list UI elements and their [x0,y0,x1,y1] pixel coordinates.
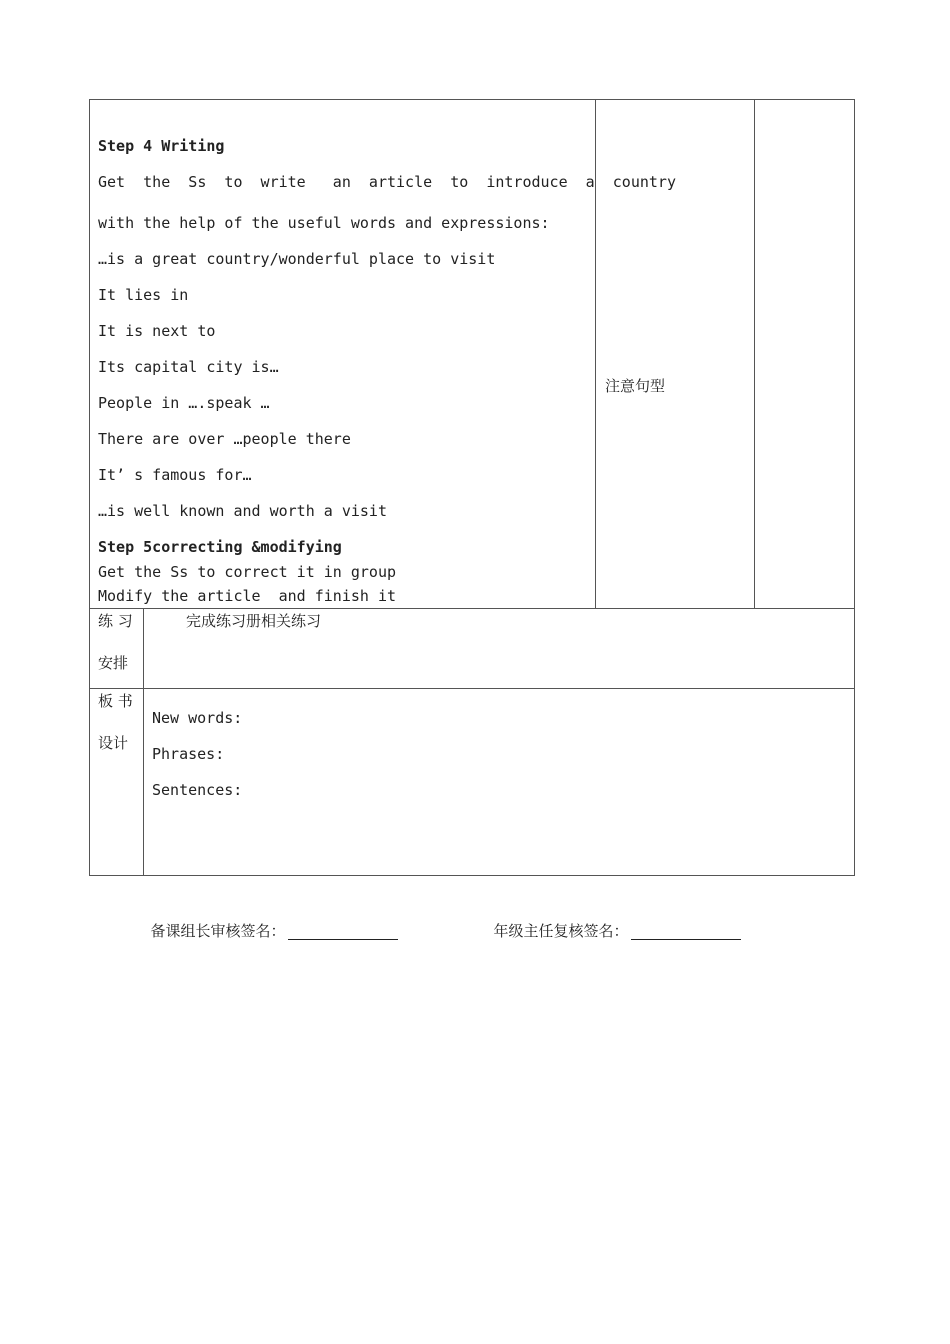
expression-item: There are over …people there [98,430,351,448]
practice-content: 完成练习册相关练习 [186,612,322,630]
column-divider-2 [754,99,755,609]
step5-line: Get the Ss to correct it in group [98,563,397,581]
practice-label-line-2: 安排 [98,654,129,672]
table-border-bottom [89,875,855,876]
table-border-top [89,99,855,100]
expression-item: People in ….speak … [98,394,270,412]
group-leader-signature-label: 备课组长审核签名： [150,922,286,940]
board-item: New words: [152,709,243,727]
board-label-line-2: 设计 [98,734,129,752]
group-leader-signature [141,904,398,940]
expression-item: It’ s famous for… [98,466,252,484]
expression-item: …is a great country/wonderful place to visit [98,250,496,268]
expression-item: Its capital city is… [98,358,279,376]
board-item: Sentences: [152,781,243,799]
step5-title: Step 5correcting &modifying [98,538,342,556]
table-border-left [89,99,90,876]
grade-director-signature [484,904,741,940]
group-leader-signature-line [288,925,398,940]
label-column-divider [143,608,144,876]
row-divider-1 [89,608,855,609]
instruction-line-1: Get the Ss to write an article to introduce a country [98,173,676,191]
grade-director-signature-line [631,925,741,940]
board-item: Phrases: [152,745,225,763]
expression-item: It lies in [98,286,189,304]
note-text: 注意句型 [605,377,666,395]
instruction-line-2: with the help of the useful words and expressions: [98,214,550,232]
practice-label-line-1: 练 习 [98,612,133,630]
table-border-right [854,99,855,876]
step5-line: Modify the article and finish it [98,587,397,605]
board-label-line-1: 板 书 [98,692,133,710]
row-divider-2 [89,688,855,689]
grade-director-signature-label: 年级主任复核签名： [493,922,629,940]
expression-item: …is well known and worth a visit [98,502,387,520]
expression-item: It is next to [98,322,216,340]
step4-title: Step 4 Writing [98,137,225,155]
